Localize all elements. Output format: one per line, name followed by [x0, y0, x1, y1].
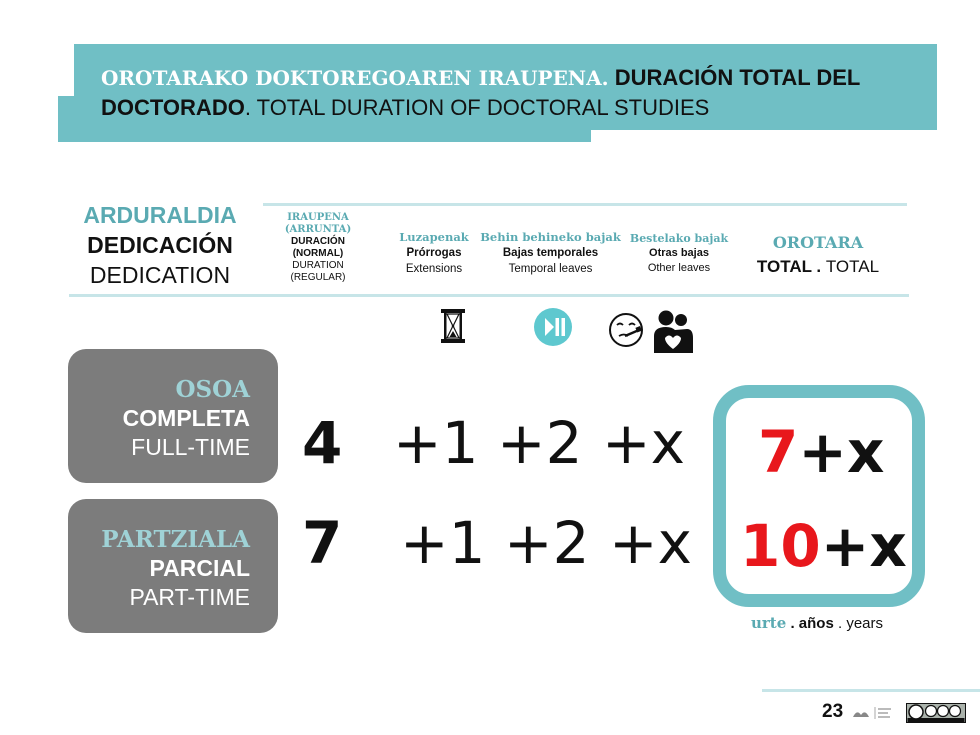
part-time-extensions: +1 [400, 509, 486, 577]
row-full-time-label [68, 349, 278, 483]
header-temporal-leaves-es: Bajas temporales [502, 247, 599, 259]
header-other-leaves-eu: Bestelako bajak [629, 232, 729, 245]
header-extensions-eu: Luzapenak [399, 230, 469, 244]
header-total-en: TOTAL [825, 257, 880, 276]
title-en: TOTAL DURATION OF DOCTORAL STUDIES [256, 95, 710, 120]
header-temporal-leaves-en: Temporal leaves [508, 263, 593, 275]
title-eu: OROTARAKO DOKTOREGOAREN IRAUPENA. [101, 66, 609, 90]
units-en: years [846, 615, 884, 632]
row-full-time-es: COMPLETA [122, 405, 250, 431]
units-es: años [798, 615, 834, 632]
sick-face-icon [608, 312, 644, 348]
full-time-extensions: +1 [393, 409, 479, 477]
header-temporal-leaves-eu: Behin behineko bajak [480, 230, 621, 244]
full-time-total-years: 7 [758, 418, 799, 486]
part-time-total [740, 514, 907, 578]
header-dedication-en: DEDICATION [89, 262, 231, 288]
header-extensions [394, 229, 474, 277]
part-time-other-leaves: +x [609, 509, 692, 577]
row-part-time-es: PARCIAL [149, 555, 250, 581]
full-time-temporal-leaves: +2 [497, 409, 583, 477]
full-time-total [758, 420, 884, 484]
header-dedication-eu: ARDURALDIA [83, 202, 237, 228]
header-total-es: TOTAL [756, 257, 812, 276]
pause-play-icon [533, 307, 573, 347]
header-dedication [70, 200, 250, 290]
row-part-time-en: PART-TIME [129, 584, 250, 610]
header-extensions-es: Prórrogas [406, 247, 462, 259]
title-es: DURACIÓN TOTAL DEL DOCTORADO [101, 65, 860, 120]
header-extensions-en: Extensions [405, 263, 463, 275]
row-full-time-en: FULL-TIME [131, 434, 250, 460]
header-total-eu: OROTARA [772, 233, 864, 252]
header-duration-en: DURATION (REGULAR) [290, 260, 346, 283]
creative-commons-license-icon [906, 703, 966, 723]
header-other-leaves-en: Other leaves [647, 262, 711, 274]
part-time-temporal-leaves: +2 [504, 509, 590, 577]
part-time-total-x: +x [820, 512, 907, 580]
row-full-time-eu: OSOA [175, 376, 250, 403]
parent-child-icon [650, 308, 696, 354]
header-top-rule [263, 203, 907, 206]
part-time-duration: 7 [302, 509, 343, 577]
header-total: OROTARA TOTAL . TOTAL [745, 231, 891, 279]
header-duration-es: DURACIÓN (NORMAL) [291, 236, 345, 259]
university-logo-icon [851, 705, 893, 721]
units-label: urte . años . years [751, 614, 884, 632]
header-duration-eu: IRAUPENA (ARRUNTA) [284, 212, 352, 235]
row-part-time-eu: PARTZIALA [101, 526, 250, 553]
page-title: OROTARAKO DOKTOREGOAREN IRAUPENA. DURACIÓN TOTAL DEL DOCTORADO. TOTAL DURATION OF DOCTORAL STUDIES [101, 65, 860, 120]
page-number: 23 [822, 701, 844, 722]
full-time-total-x: +x [798, 418, 885, 486]
header-other-leaves-es: Otras bajas [649, 247, 709, 259]
hourglass-icon [440, 308, 466, 344]
full-time-duration: 4 [302, 409, 343, 477]
header-temporal-leaves [478, 229, 623, 277]
header-other-leaves [624, 231, 734, 276]
header-bottom-rule [69, 294, 909, 297]
footer-rule [762, 689, 980, 692]
header-duration [270, 212, 366, 284]
full-time-other-leaves: +x [602, 409, 685, 477]
header-dedication-es: DEDICACIÓN [87, 232, 233, 258]
units-eu: urte [751, 614, 787, 632]
part-time-total-years: 10 [740, 512, 821, 580]
row-part-time-label [68, 499, 278, 633]
